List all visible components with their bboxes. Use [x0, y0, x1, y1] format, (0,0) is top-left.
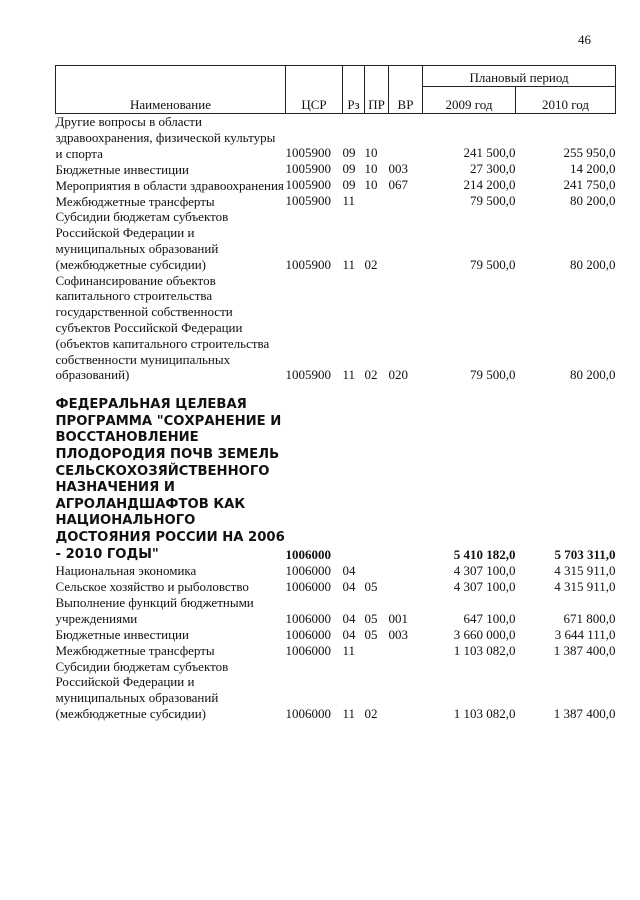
- row-value-2010: 4 315 911,0: [554, 563, 616, 579]
- row-rz: 04: [342, 563, 356, 579]
- budget-table: [55, 65, 616, 722]
- row-rz: 09: [342, 161, 356, 177]
- row-csr: 1005900: [285, 177, 331, 193]
- row-rz: 09: [342, 145, 356, 161]
- header-year-2009: 2009 год: [423, 87, 516, 114]
- row-value-2009: 4 307 100,0: [453, 579, 516, 595]
- table-body: [56, 114, 616, 722]
- row-value-2010: 80 200,0: [570, 367, 616, 383]
- row-vr: [389, 383, 423, 563]
- row-name: Выполнение функций бюджетными учреждениями: [55, 595, 254, 626]
- row-value-2010: 255 950,0: [563, 145, 616, 161]
- row-pr: 02: [364, 367, 378, 383]
- row-rz: [343, 383, 365, 563]
- header-name: Наименование: [56, 66, 286, 114]
- row-name: Национальная экономика: [55, 563, 197, 579]
- row-rz: 04: [342, 626, 356, 642]
- row-pr: 02: [364, 256, 378, 272]
- row-csr: 1005900: [285, 367, 331, 383]
- row-rz: 11: [342, 642, 356, 658]
- header-rz: Рз: [343, 66, 365, 114]
- row-vr: 003: [388, 161, 408, 177]
- row-csr: 1006000: [285, 547, 331, 563]
- page-number: 46: [578, 32, 591, 47]
- row-csr: 1006000: [285, 705, 331, 721]
- row-name: Софинансирование объектов капитального строительства государственной собственности субъектов Российской Федерации (объектов капитального строительства собственности муниципальных образований): [55, 272, 270, 383]
- row-value-2010: 80 200,0: [570, 193, 616, 209]
- row-vr: [389, 579, 423, 595]
- row-pr: [365, 563, 389, 579]
- row-value-2010: 80 200,0: [570, 256, 616, 272]
- header-pr: ПР: [365, 66, 389, 114]
- row-value-2010: 4 315 911,0: [554, 579, 616, 595]
- row-name: Межбюджетные трансферты: [55, 193, 215, 209]
- program-title-row: [56, 383, 616, 563]
- table-row: [56, 595, 616, 627]
- row-name: Другие вопросы в области здравоохранения, физической культуры и спорта: [55, 114, 276, 161]
- row-pr: 05: [364, 579, 378, 595]
- row-csr: 1006000: [285, 626, 331, 642]
- row-value-2009: 3 660 000,0: [453, 626, 516, 642]
- table-row: [56, 273, 616, 384]
- row-value-2009: 214 200,0: [463, 177, 516, 193]
- row-value-2010: 5 703 311,0: [554, 547, 616, 563]
- row-name: Субсидии бюджетам субъектов Российской Федерации и муниципальных образований (межбюджетные субсидии): [55, 209, 229, 272]
- row-name: Бюджетные инвестиции: [55, 626, 189, 642]
- row-value-2010: 3 644 111,0: [554, 626, 616, 642]
- row-csr: 1005900: [285, 145, 331, 161]
- row-csr: 1006000: [285, 610, 331, 626]
- row-csr: 1005900: [285, 256, 331, 272]
- row-rz: 04: [342, 610, 356, 626]
- row-csr: 1006000: [285, 563, 331, 579]
- header-year-2010: 2010 год: [516, 87, 616, 114]
- row-name: Сельское хозяйство и рыболовство: [55, 579, 249, 595]
- table-row: [56, 161, 616, 177]
- row-vr: 003: [388, 626, 408, 642]
- row-csr: 1006000: [285, 579, 331, 595]
- table-row: [56, 114, 616, 162]
- row-name: Субсидии бюджетам субъектов Российской Федерации и муниципальных образований (межбюджетные субсидии): [55, 658, 229, 722]
- table-row: [56, 659, 616, 722]
- row-vr: [389, 193, 423, 209]
- row-rz: 11: [342, 367, 356, 383]
- row-pr: 05: [364, 610, 378, 626]
- row-name: Межбюджетные трансферты: [55, 642, 215, 658]
- row-value-2010: 14 200,0: [570, 161, 616, 177]
- row-pr: 02: [364, 705, 378, 721]
- row-value-2009: 27 300,0: [470, 161, 516, 177]
- row-vr: 020: [388, 367, 408, 383]
- table-row: [56, 177, 616, 193]
- row-value-2009: 241 500,0: [463, 145, 516, 161]
- row-value-2010: 1 387 400,0: [553, 642, 616, 658]
- row-name: Бюджетные инвестиции: [55, 161, 189, 177]
- row-vr: 001: [388, 610, 408, 626]
- table-row: [56, 209, 616, 272]
- row-value-2009: 79 500,0: [470, 367, 516, 383]
- row-vr: [389, 114, 423, 162]
- row-csr: 1005900: [285, 193, 331, 209]
- row-value-2009: 647 100,0: [463, 610, 516, 626]
- row-pr: [365, 383, 389, 563]
- row-value-2010: 671 800,0: [563, 610, 616, 626]
- row-value-2009: 79 500,0: [470, 193, 516, 209]
- row-vr: [389, 209, 423, 272]
- row-name: ФЕДЕРАЛЬНАЯ ЦЕЛЕВАЯ ПРОГРАММА "СОХРАНЕНИЕ И ВОССТАНОВЛЕНИЕ ПЛОДОРОДИЯ ПОЧВ ЗЕМЕЛЬ СЕЛЬСКОХОЗЯЙСТВЕННОГО НАЗНАЧЕНИЯ И АГРОЛАНДШАФТОВ КАК НАЦИОНАЛЬНОГО ДОСТОЯНИЯ РОССИИ НА 2006 - 2010 ГОДЫ": [55, 397, 285, 562]
- row-value-2009: 79 500,0: [470, 256, 516, 272]
- row-pr: 10: [364, 177, 378, 193]
- header-vr: ВР: [389, 66, 423, 114]
- row-pr: [365, 643, 389, 659]
- table-row: [56, 579, 616, 595]
- row-vr: [389, 643, 423, 659]
- row-rz: 11: [342, 193, 356, 209]
- table-row: [56, 643, 616, 659]
- row-csr: 1005900: [285, 161, 331, 177]
- row-vr: [389, 563, 423, 579]
- header-csr: ЦСР: [286, 66, 343, 114]
- row-rz: 09: [342, 177, 356, 193]
- table-header: [56, 66, 616, 114]
- table-row: [56, 627, 616, 643]
- row-pr: 10: [364, 145, 378, 161]
- row-vr: [389, 659, 423, 722]
- table-row: [56, 563, 616, 579]
- row-value-2009: 5 410 182,0: [453, 547, 516, 563]
- row-vr: 067: [388, 177, 408, 193]
- row-value-2009: 1 103 082,0: [453, 642, 516, 658]
- row-value-2010: 241 750,0: [563, 177, 616, 193]
- row-pr: 10: [364, 161, 378, 177]
- row-pr: 05: [364, 626, 378, 642]
- row-rz: 11: [342, 256, 356, 272]
- header-plan-period: Плановый период: [423, 66, 616, 87]
- row-pr: [365, 193, 389, 209]
- row-value-2009: 1 103 082,0: [453, 705, 516, 721]
- row-rz: 04: [342, 579, 356, 595]
- row-csr: 1006000: [285, 642, 331, 658]
- row-value-2009: 4 307 100,0: [453, 563, 516, 579]
- row-value-2010: 1 387 400,0: [553, 705, 616, 721]
- row-name: Мероприятия в области здравоохранения: [55, 177, 284, 193]
- table-row: [56, 193, 616, 209]
- row-rz: 11: [342, 705, 356, 721]
